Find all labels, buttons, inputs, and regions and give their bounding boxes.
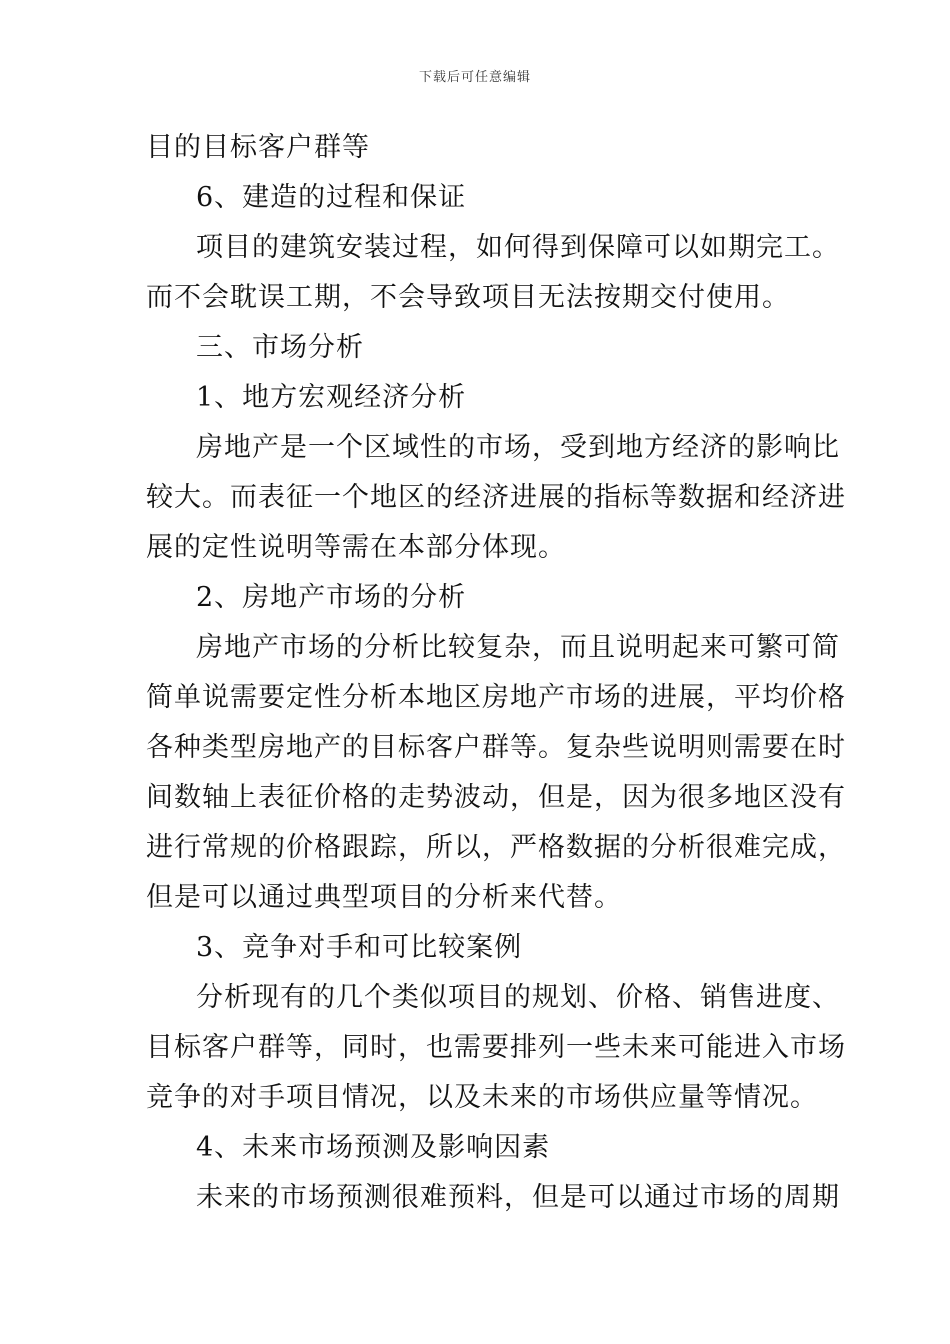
section-heading: 6、建造的过程和保证 bbox=[196, 182, 467, 213]
section-heading: 2、房地产市场的分析 bbox=[196, 582, 467, 613]
page-header-note: 下载后可任意编辑 bbox=[418, 70, 531, 85]
body-text-line: 目的目标客户群等 bbox=[146, 132, 370, 163]
body-text-line: 而不会耽误工期，不会导致项目无法按期交付使用。 bbox=[146, 282, 790, 313]
body-text-line: 竞争的对手项目情况，以及未来的市场供应量等情况。 bbox=[146, 1082, 818, 1113]
section-heading: 1、地方宏观经济分析 bbox=[196, 382, 467, 413]
body-text-line: 较大。而表征一个地区的经济进展的指标等数据和经济进 bbox=[146, 482, 846, 513]
body-text-line: 分析现有的几个类似项目的规划、价格、销售进度、 bbox=[196, 982, 840, 1013]
body-text-line: 展的定性说明等需在本部分体现。 bbox=[146, 532, 566, 563]
body-text-line: 间数轴上表征价格的走势波动，但是，因为很多地区没有 bbox=[146, 782, 846, 813]
body-text-line: 但是可以通过典型项目的分析来代替。 bbox=[146, 882, 622, 913]
body-text-line: 目标客户群等，同时，也需要排列一些未来可能进入市场 bbox=[146, 1032, 846, 1063]
body-text-line: 房地产是一个区域性的市场，受到地方经济的影响比 bbox=[196, 432, 840, 463]
chapter-heading: 三、市场分析 bbox=[196, 332, 364, 363]
section-heading: 4、未来市场预测及影响因素 bbox=[196, 1132, 551, 1163]
body-text-line: 房地产市场的分析比较复杂，而且说明起来可繁可简 bbox=[196, 632, 840, 663]
body-text-line: 各种类型房地产的目标客户群等。复杂些说明则需要在时 bbox=[146, 732, 846, 763]
body-text-line: 进行常规的价格跟踪，所以，严格数据的分析很难完成， bbox=[146, 832, 846, 863]
body-text-line: 未来的市场预测很难预料，但是可以通过市场的周期 bbox=[196, 1182, 840, 1213]
section-heading: 3、竞争对手和可比较案例 bbox=[196, 932, 523, 963]
body-text-line: 项目的建筑安装过程，如何得到保障可以如期完工。 bbox=[196, 232, 840, 263]
body-text-line: 简单说需要定性分析本地区房地产市场的进展，平均价格 bbox=[146, 682, 846, 713]
